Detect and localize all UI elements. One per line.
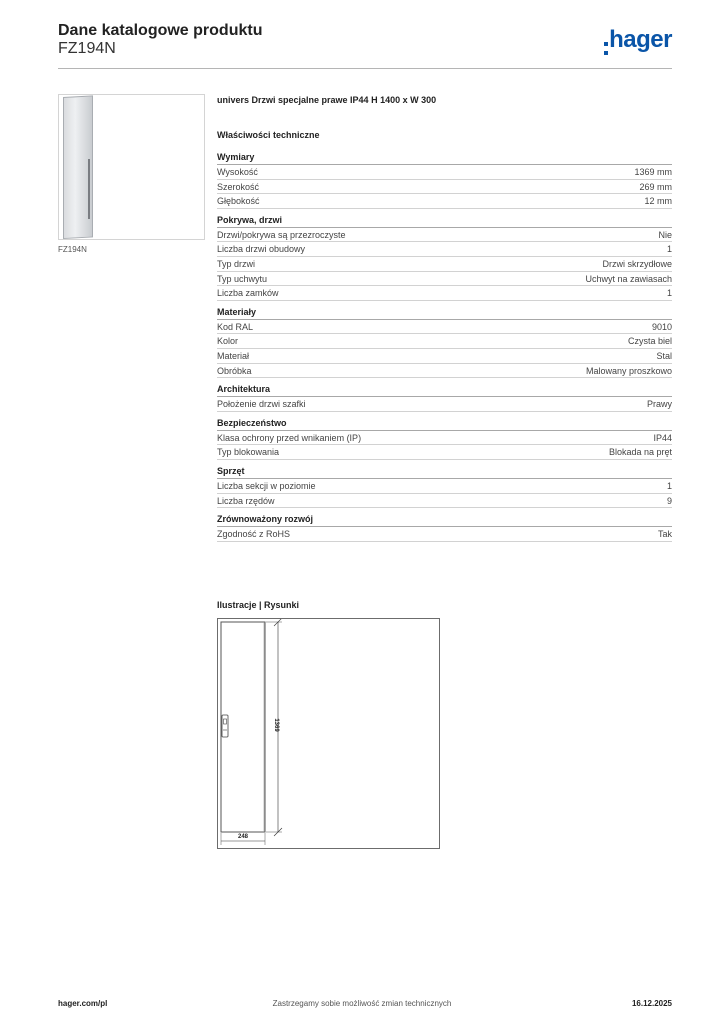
spec-label: Typ drzwi	[217, 258, 256, 269]
spec-row	[217, 286, 672, 301]
product-code: FZ194N	[58, 40, 116, 57]
spec-value: IP44	[653, 432, 672, 443]
footer-disclaimer: Zastrzegamy sobie możliwość zmian technicznych	[272, 999, 452, 1008]
spec-label: Liczba rzędów	[217, 495, 275, 506]
spec-value: Czysta biel	[627, 336, 672, 347]
spec-group	[217, 418, 672, 460]
spec-group-title: Bezpieczeństwo	[217, 418, 672, 431]
spec-row	[217, 364, 672, 379]
spec-label: Szerokość	[217, 181, 260, 192]
spec-row	[217, 165, 672, 180]
spec-group-title: Sprzęt	[217, 466, 672, 479]
spec-label: Położenie drzwi szafki	[217, 399, 306, 410]
spec-label: Zgodność z RoHS	[217, 529, 291, 540]
height-dimension-label: 1369	[273, 718, 279, 732]
spec-value: 1	[666, 288, 672, 299]
spec-value: Blokada na pręt	[608, 447, 672, 458]
header-divider	[58, 68, 672, 69]
lock-keyhole-icon	[224, 719, 227, 724]
spec-value: Nie	[658, 229, 672, 240]
width-dimension-label: 248	[237, 834, 249, 840]
spec-label: Głębokość	[217, 196, 260, 207]
drawing-svg	[218, 619, 439, 848]
spec-value: Uchwyt na zawiasach	[585, 273, 672, 284]
spec-row	[217, 228, 672, 243]
spec-label: Kolor	[217, 336, 239, 347]
spec-row	[217, 242, 672, 257]
spec-row	[217, 194, 672, 209]
spec-row	[217, 272, 672, 287]
spec-value: 1	[666, 480, 672, 491]
spec-group-title: Zrównoważony rozwój	[217, 514, 672, 527]
spec-value: Stal	[656, 350, 672, 361]
spec-label: Klasa ochrony przed wnikaniem (IP)	[217, 432, 362, 443]
spec-row	[217, 334, 672, 349]
spec-label: Wysokość	[217, 167, 258, 177]
technical-drawing	[217, 618, 440, 849]
spec-value: Drzwi skrzydłowe	[602, 258, 672, 269]
spec-value: 269 mm	[639, 181, 672, 192]
spec-value: Tak	[657, 529, 672, 540]
hager-logo[interactable]	[604, 26, 672, 55]
spec-group	[217, 384, 672, 412]
footer-website[interactable]: hager.com/pl	[58, 999, 108, 1008]
spec-label: Typ blokowania	[217, 447, 280, 458]
spec-group	[217, 152, 672, 209]
spec-label: Obróbka	[217, 365, 252, 376]
spec-row	[217, 397, 672, 412]
spec-value: 9010	[651, 321, 672, 332]
lock-icon	[222, 715, 228, 737]
spec-value: 9	[666, 495, 672, 506]
spec-row	[217, 527, 672, 542]
footer-date: 16.12.2025	[631, 999, 672, 1008]
spec-group	[217, 215, 672, 301]
spec-value: 1369 mm	[634, 167, 672, 177]
spec-value: Prawy	[646, 399, 672, 410]
logo-colon-icon	[604, 42, 608, 55]
spec-label: Kod RAL	[217, 321, 254, 332]
spec-value: 1	[666, 244, 672, 255]
illustrations-title: Ilustracje | Rysunki	[217, 600, 300, 610]
spec-value: 12 mm	[644, 196, 672, 207]
spec-group-title: Pokrywa, drzwi	[217, 215, 672, 228]
logo-text: hager	[609, 26, 672, 53]
spec-group	[217, 514, 672, 542]
spec-row	[217, 180, 672, 195]
product-photo	[58, 94, 205, 240]
spec-label: Typ uchwytu	[217, 273, 268, 284]
spec-label: Liczba zamków	[217, 288, 279, 299]
spec-content	[217, 95, 672, 542]
spec-label: Liczba drzwi obudowy	[217, 244, 306, 255]
spec-label: Liczba sekcji w poziomie	[217, 480, 316, 491]
spec-row	[217, 257, 672, 272]
spec-value: Malowany proszkowo	[585, 365, 672, 376]
spec-label: Materiał	[217, 350, 250, 361]
spec-group-title: Architektura	[217, 384, 672, 397]
photo-caption: FZ194N	[58, 245, 87, 254]
spec-label: Drzwi/pokrywa są przezroczyste	[217, 229, 346, 240]
spec-row	[217, 445, 672, 460]
spec-row	[217, 349, 672, 364]
spec-group-title: Materiały	[217, 307, 672, 320]
spec-groups	[217, 152, 672, 542]
spec-row	[217, 320, 672, 335]
section-title: Właściwości techniczne	[217, 130, 320, 140]
spec-group-title: Wymiary	[217, 152, 672, 165]
door-handle-icon	[88, 159, 90, 219]
spec-row	[217, 431, 672, 446]
product-title: univers Drzwi specjalne prawe IP44 H 1400 x W 300	[217, 95, 437, 105]
spec-row	[217, 494, 672, 509]
spec-group	[217, 466, 672, 508]
spec-row	[217, 479, 672, 494]
page-title: Dane katalogowe produktu	[58, 22, 263, 39]
spec-group	[217, 307, 672, 378]
